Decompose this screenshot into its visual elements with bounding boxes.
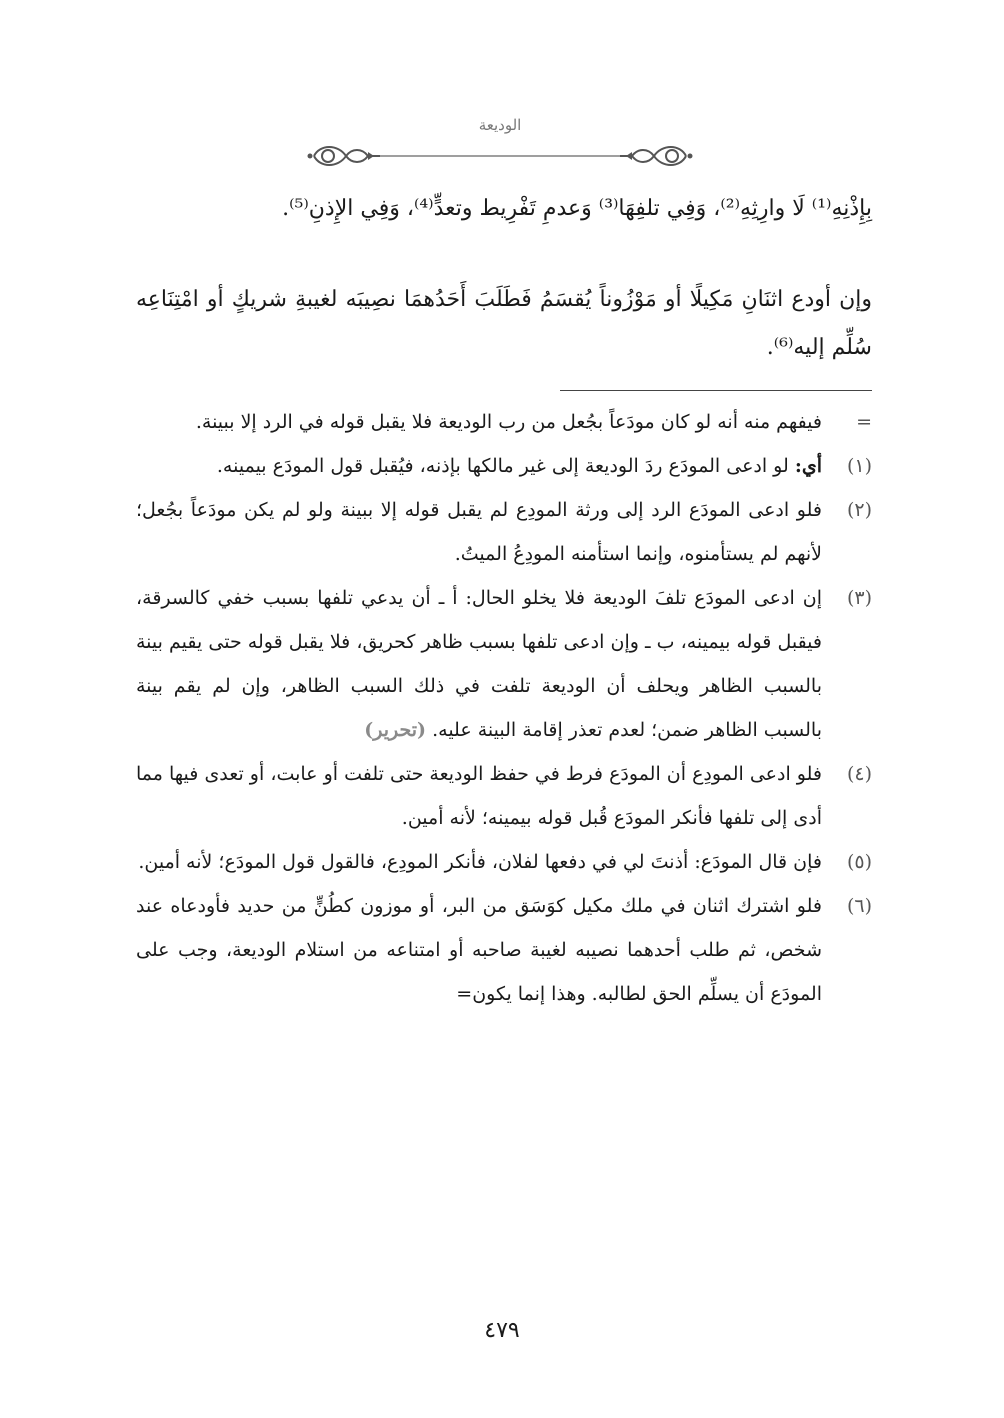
- footnote-text: فلو اشترك اثنان في ملك مكيل كوَسَق من البر، أو موزون كطُنٍّ من حديد فأودعاه عند شخص، ثم طلب أحدهما نصيبه لغيبة صاحبه أو امتناعه من استلام الوديعة، وجب على المودَع أن يسلِّم الحق لطالبه. وهذا إنما يكون=: [136, 895, 822, 1005]
- footnote-text: فإن قال المودَع: أذنتَ لي في دفعها لفلان، فأنكر المودِع، فالقول قول المودَع؛ لأنه أمين.: [138, 851, 822, 873]
- footnote-marker: =: [856, 411, 872, 433]
- footnote-lead: أي:: [794, 455, 822, 477]
- footnote-number: (٤): [846, 763, 872, 785]
- footnote-5: [136, 840, 872, 884]
- footnote-body: إن ادعى المودَع تلفَ الوديعة فلا يخلو الحال: أ ـ أن يدعي تلفها بسبب خفي كالسرقة، فيقبل قوله بيمينه، ب ـ وإن ادعى تلفها بسبب ظاهر كحريق، فلا يقبل قوله حتى يقيم بينة بالسبب الظاهر ويحلف أن الوديعة تلفت في ذلك السبب الظاهر، وإن لم يقم بينة بالسبب الظاهر ضمن؛ لعدم تعذر إقامة البينة عليه.: [136, 587, 822, 741]
- footnote-continued: [136, 400, 872, 444]
- page-number: ٤٧٩: [484, 1318, 520, 1343]
- footnote-number: (٦): [846, 895, 872, 917]
- footnote-text: فلو ادعى المودَع الرد إلى ورثة المودِع لم يقبل قوله إلا ببينة ولو لم يكن مودَعاً بجُعل؛ لأنهم لم يستأمنوه، وإنما استأمنه المودِعُ الميتُ.: [136, 499, 822, 565]
- footnote-6: [136, 884, 872, 1016]
- running-header: [300, 108, 700, 168]
- footnote-2: [136, 488, 872, 576]
- footnote-number: (٣): [846, 587, 872, 609]
- header-ornament: [300, 136, 700, 176]
- main-text-line: بِإِذْنِهِ⁽¹⁾ لَا وارِثِهِ⁽²⁾، وَفِي تلفِهَا⁽³⁾ وَعدمِ تَفْرِيط وتعدٍّ⁽⁴⁾، وَفِي الإِذنِ⁽⁵⁾.: [282, 196, 872, 221]
- editor-tag: (تحرير): [364, 719, 427, 741]
- main-paragraph: وإن أودع اثنَانِ مَكِيلًا أو مَوْزُوناً يُقسَمُ فَطَلَبَ أَحَدُهمَا نصِيبَه لغيبةِ شريكٍ أو امْتِنَاعِه سُلِّم إليه⁽⁶⁾.: [136, 287, 872, 360]
- footnote-text: فيفهم منه أنه لو كان مودَعاً بجُعل من رب الوديعة فلا يقبل قوله في الرد إلا ببينة.: [195, 411, 822, 433]
- footnote-body: لو ادعى المودَع ردَ الوديعة إلى غير مالكها بإذنه، فيُقبل قول المودَع بيمينه.: [216, 455, 795, 477]
- footnote-3: [136, 576, 872, 752]
- header-title: الوديعة: [478, 116, 522, 134]
- footnote-number: (٥): [846, 851, 872, 873]
- footnote-number: (١): [846, 455, 872, 477]
- footnote-text: فلو ادعى المودِع أن المودَع فرط في حفظ الوديعة حتى تلفت أو عابت، أو تعدى فيها مما أدى إلى تلفها فأنكر المودَع قُبل قوله بيمينه؛ لأنه أمين.: [136, 763, 822, 829]
- footnote-text: [136, 444, 822, 488]
- footnote-separator: [560, 390, 872, 391]
- footnote-number: (٢): [846, 499, 872, 521]
- footnote-4: [136, 752, 872, 840]
- footnote-1: [136, 444, 872, 488]
- footnotes: [136, 400, 872, 1016]
- footnote-text: [136, 576, 822, 752]
